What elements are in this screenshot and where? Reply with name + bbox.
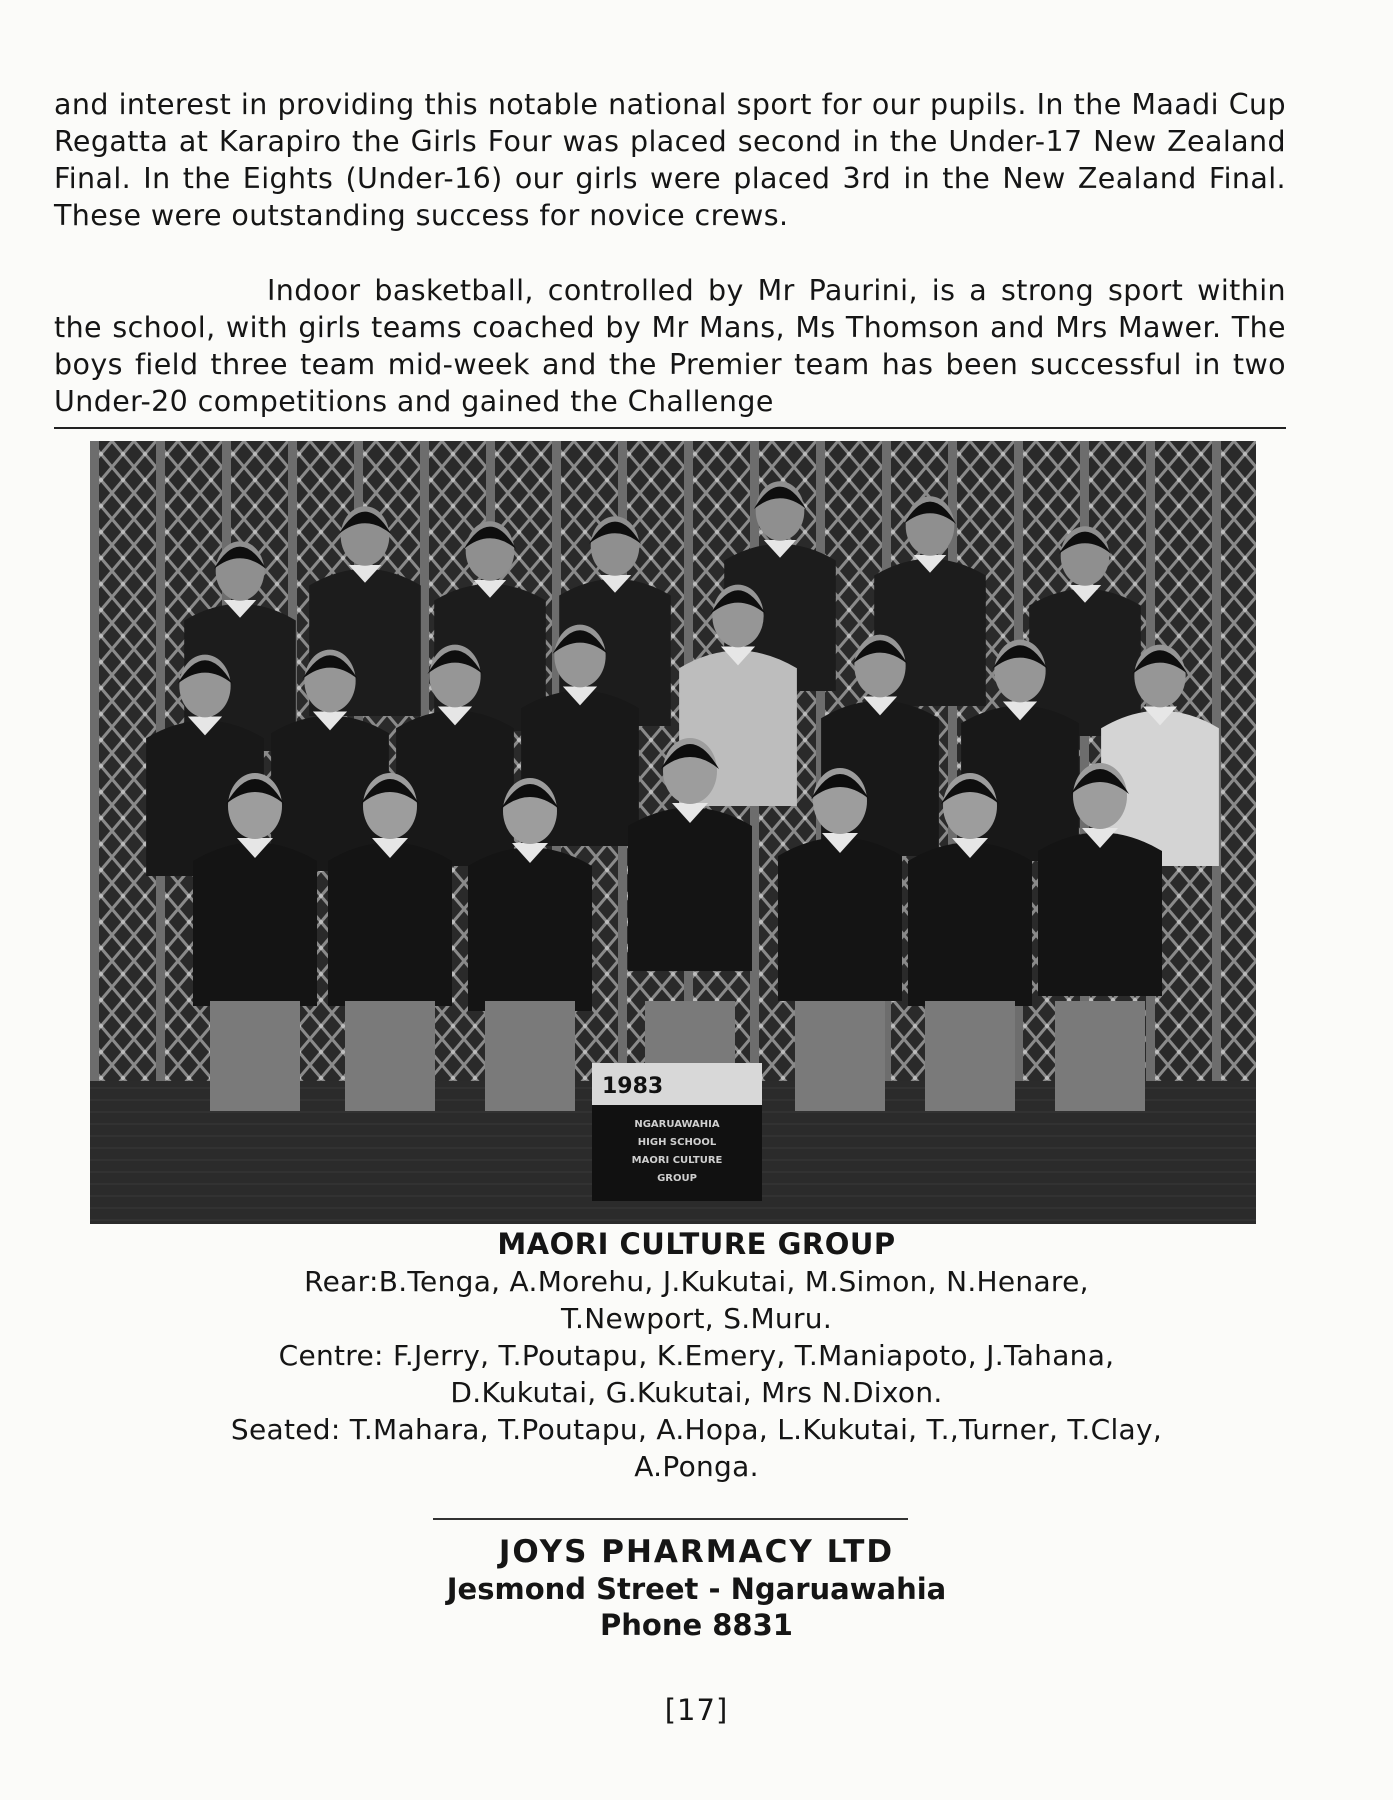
advert-divider xyxy=(433,1518,908,1520)
school-sign xyxy=(592,1063,762,1201)
caption-rear-line-1: Rear:B.Tenga, A.Morehu, J.Kukutai, M.Simon, N.Henare, xyxy=(304,1265,1089,1298)
person-legs xyxy=(345,1001,435,1111)
person-legs xyxy=(485,1001,575,1111)
section-divider xyxy=(54,427,1286,429)
group-photo-illustration xyxy=(90,441,1256,1224)
sign-line-1: NGARUAWAHIA xyxy=(634,1119,720,1130)
person-legs xyxy=(210,1001,300,1111)
advert-address: Jesmond Street - Ngaruawahia xyxy=(446,1572,947,1606)
advert-business-name: JOYS PHARMACY LTD xyxy=(498,1534,895,1570)
advert-phone: Phone 8831 xyxy=(600,1608,793,1642)
article-paragraph-basketball: Indoor basketball, controlled by Mr Paurini, is a strong sport within the school, with girls teams coached by Mr Mans, Ms Thomson and Mrs Mawer. The boys field three team mid-week and the Premier team has been successful in two Under-20 competitions and gained the Challenge xyxy=(54,274,1286,418)
sign-line-3: MAORI CULTURE xyxy=(631,1155,723,1166)
caption-title: MAORI CULTURE GROUP xyxy=(497,1227,896,1261)
caption-seated-line-2: A.Ponga. xyxy=(634,1450,759,1483)
caption-seated-line-1: Seated: T.Mahara, T.Poutapu, A.Hopa, L.Kukutai, T.,Turner, T.Clay, xyxy=(230,1413,1163,1446)
sign-year: 1983 xyxy=(602,1074,664,1099)
caption-centre-line-2: D.Kukutai, G.Kukutai, Mrs N.Dixon. xyxy=(450,1376,943,1409)
person-legs xyxy=(925,1001,1015,1111)
group-photo xyxy=(90,441,1256,1224)
sign-line-2: HIGH SCHOOL xyxy=(637,1137,717,1148)
page-number: [17] xyxy=(664,1693,729,1727)
sign-line-4: GROUP xyxy=(657,1173,697,1184)
article-paragraph-rowing: and interest in providing this notable national sport for our pupils. In the Maadi Cup Regatta at Karapiro the Girls Four was placed second in the Under-17 New Zealand Final. In the Eights (Under-16) our girls were placed 3rd in the New Zealand Final. These were outstanding success for novice crews. xyxy=(54,88,1286,232)
person-legs xyxy=(795,1001,885,1111)
caption-centre-line-1: Centre: F.Jerry, T.Poutapu, K.Emery, T.Maniapoto, J.Tahana, xyxy=(278,1339,1115,1372)
person-legs xyxy=(1055,1001,1145,1111)
panel-slat xyxy=(90,441,99,1081)
caption-rear-line-2: T.Newport, S.Muru. xyxy=(560,1302,833,1335)
